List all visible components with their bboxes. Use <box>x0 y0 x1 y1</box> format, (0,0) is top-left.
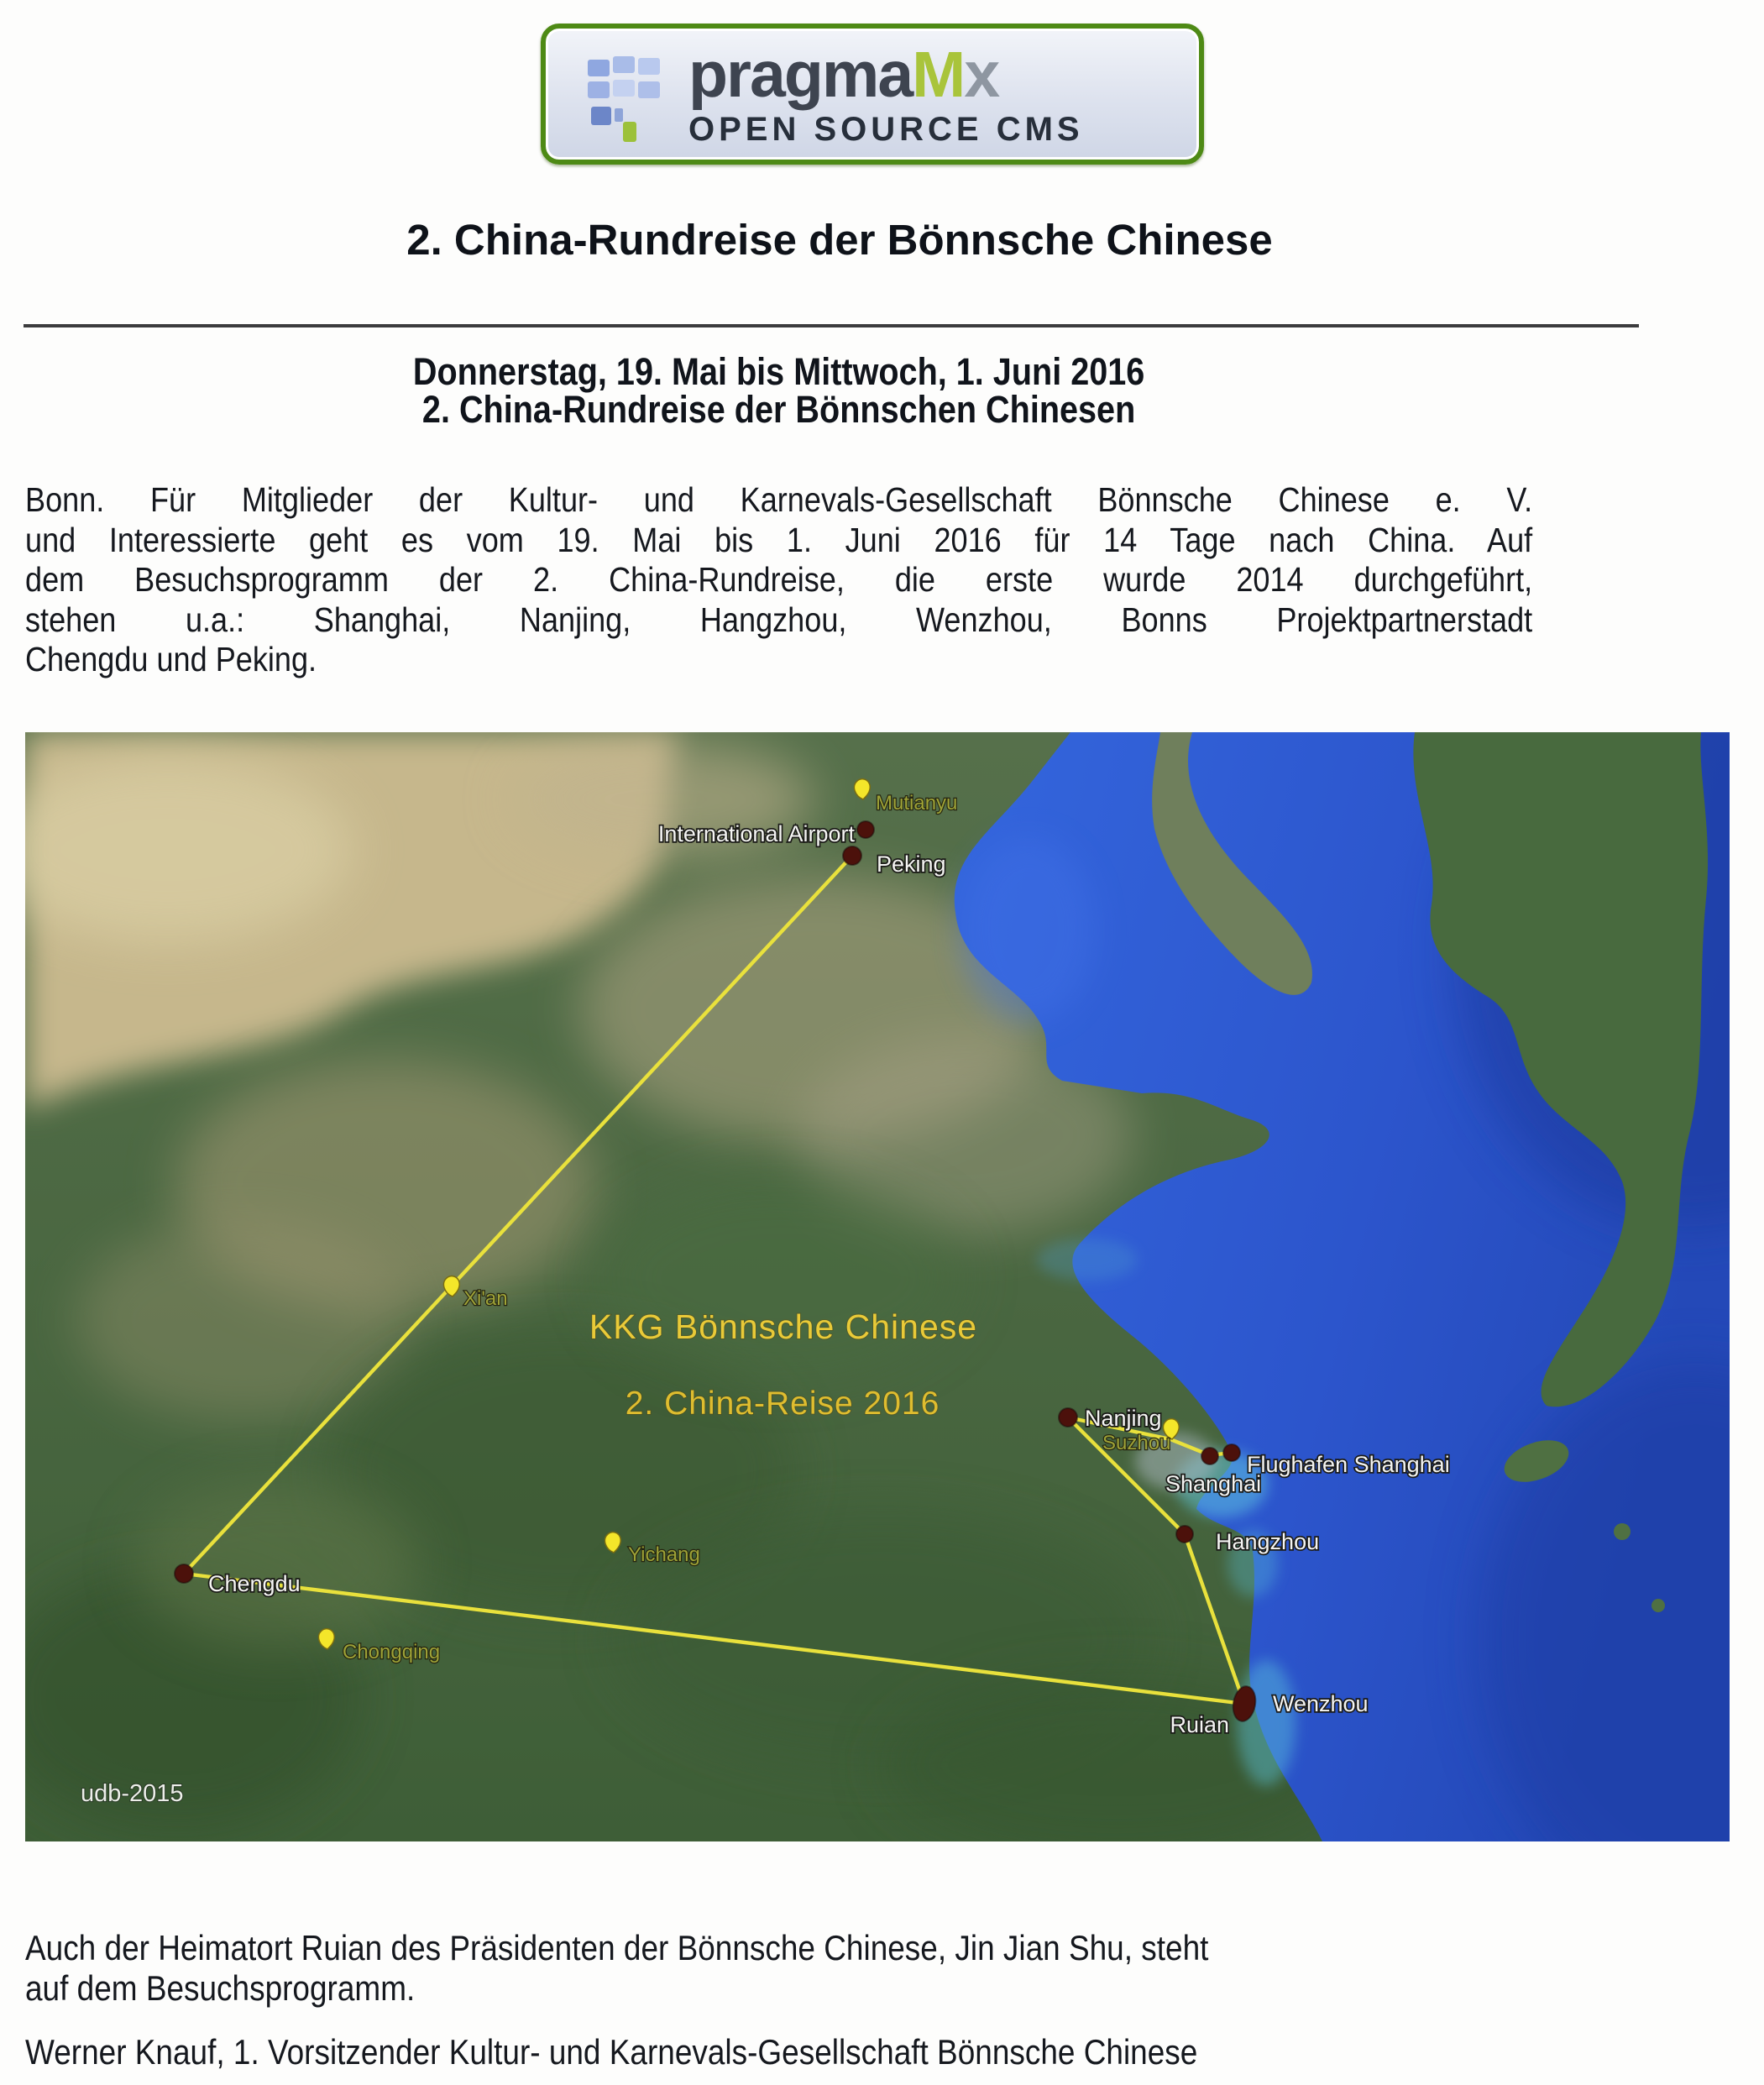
byline: Werner Knauf, 1. Vorsitzender Kultur- und Karnevals-Gesellschaft Bönnsche Chinese <box>25 2032 1198 2072</box>
peking-dot <box>843 846 861 865</box>
logo-icon <box>586 45 667 144</box>
subheading-line1: Donnerstag, 19. Mai bis Mittwoch, 1. Juni 2016 <box>412 350 1145 393</box>
subheading <box>25 350 1532 431</box>
page-title: 2. China-Rundreise der Bönnsche Chinese <box>406 216 1273 264</box>
map-label-wenzhou: Wenzhou <box>1273 1691 1369 1716</box>
map-label-ruian: Ruian <box>1170 1712 1229 1737</box>
china-route-map <box>25 732 1730 1841</box>
brand-wordmark <box>688 38 1084 111</box>
map-credit: udb-2015 <box>81 1780 184 1807</box>
map-label-international-airport: International Airport <box>657 821 855 846</box>
map-svg <box>25 732 1730 1841</box>
intro-paragraph <box>25 480 1532 680</box>
map-label-chongqing: Chongqing <box>343 1641 441 1663</box>
intro-line-1: Bonn. Für Mitglieder der Kultur- und Karnevals-Gesellschaft Bönnsche Chinese e. V. <box>25 480 1533 519</box>
intro-line-4: stehen u.a.: Shanghai, Nanjing, Hangzhou, Wenzhou, Bonns Projektpartnerstadt <box>25 600 1533 639</box>
chengdu-dot <box>175 1564 193 1583</box>
map-label-chengdu: Chengdu <box>208 1571 301 1596</box>
map-label-mutianyu: Mutianyu <box>876 792 958 815</box>
map-label-peking: Peking <box>877 851 946 877</box>
brand-x: x <box>964 38 999 111</box>
nanjing-dot <box>1059 1408 1077 1427</box>
airport-dot <box>857 821 874 838</box>
brand-pragma: pragma <box>688 38 913 111</box>
map-label-xian: Xi'an <box>463 1287 508 1310</box>
logo-tagline: OPEN SOURCE CMS <box>688 110 1084 148</box>
intro-line-2: und Interessierte geht es vom 19. Mai bis 1. Juni 2016 für 14 Tage nach China. Auf <box>25 520 1533 559</box>
outro-line-2: auf dem Besuchsprogramm. <box>25 1968 416 2008</box>
horizontal-divider <box>24 324 1639 327</box>
outro-paragraph <box>25 1928 1532 2009</box>
map-label-flughafen-shanghai: Flughafen Shanghai <box>1247 1452 1450 1477</box>
shanghai-airport-dot <box>1223 1444 1240 1461</box>
hangzhou-dot <box>1176 1526 1193 1543</box>
logo-text <box>688 38 1084 148</box>
intro-line-5: Chengdu und Peking. <box>25 640 317 678</box>
map-watermark-line1: KKG Bönnsche Chinese <box>589 1307 978 1346</box>
outro-line-1: Auch der Heimatort Ruian des Präsidenten der Bönnsche Chinese, Jin Jian Shu, steht <box>25 1928 1209 1967</box>
shanghai-dot <box>1201 1448 1218 1464</box>
map-watermark-line2: 2. China-Reise 2016 <box>625 1386 940 1422</box>
map-label-hangzhou: Hangzhou <box>1216 1529 1320 1554</box>
intro-line-3: dem Besuchsprogramm der 2. China-Rundreise, die erste wurde 2014 durchgeführt, <box>25 560 1533 599</box>
subheading-line2: 2. China-Rundreise der Bönnschen Chinesen <box>421 388 1136 431</box>
logo-box <box>541 24 1204 165</box>
brand-m: M <box>912 38 965 111</box>
map-label-suzhou: Suzhou <box>1102 1432 1171 1454</box>
pragmamx-logo <box>541 24 1204 165</box>
map-label-yichang: Yichang <box>628 1543 700 1566</box>
map-label-nanjing: Nanjing <box>1085 1406 1162 1431</box>
map-label-shanghai: Shanghai <box>1165 1471 1262 1496</box>
